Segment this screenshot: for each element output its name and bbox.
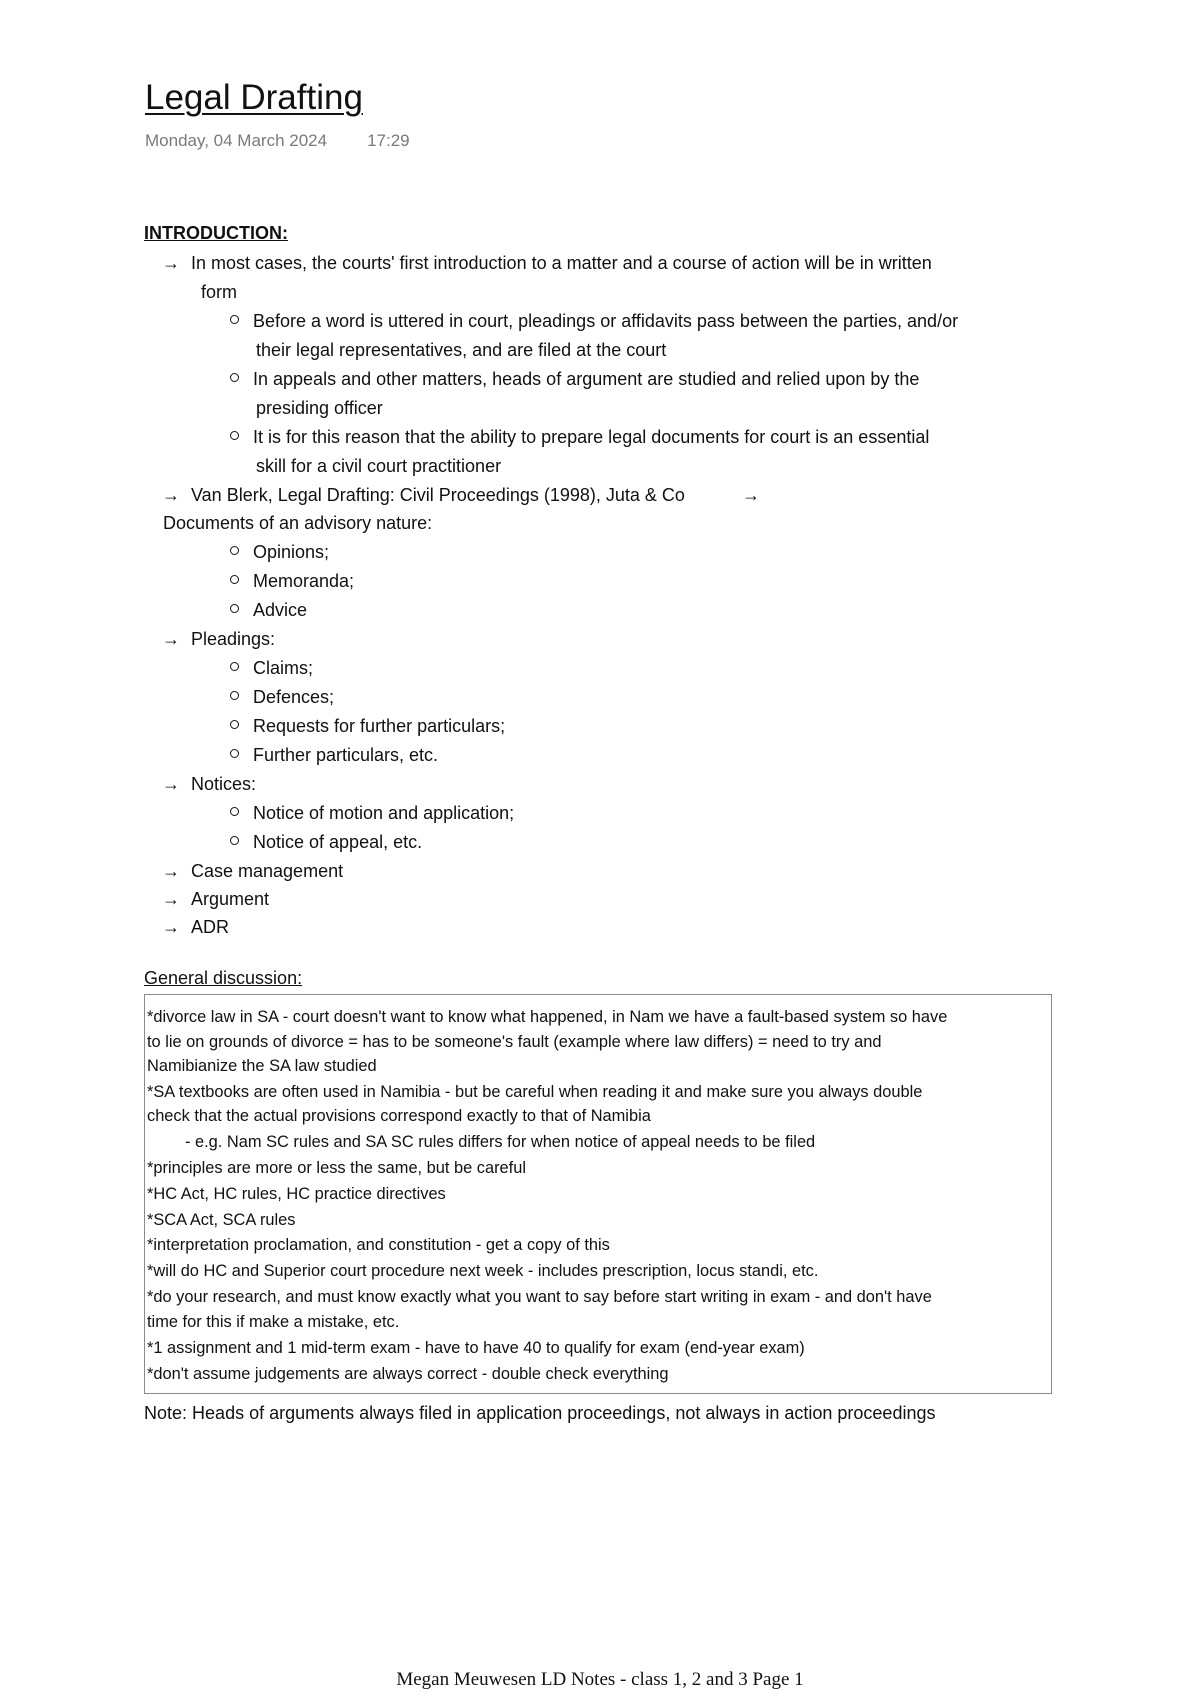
note-text: Heads of arguments always filed in application proceedings, not always in action proceedings	[192, 1403, 936, 1423]
arrow-icon: →	[162, 629, 180, 649]
bullet-circle-icon	[230, 749, 239, 758]
list-item: Notice of appeal, etc.	[253, 832, 423, 852]
discussion-line: Namibianize the SA law studied	[147, 1057, 377, 1075]
list-item: Defences;	[253, 687, 335, 707]
list-item: Argument	[191, 889, 270, 909]
discussion-line: *SA textbooks are often used in Namibia - but be careful when reading it and make sure you always double	[147, 1083, 923, 1101]
discussion-line: time for this if make a mistake, etc.	[147, 1313, 400, 1331]
bullet-circle-icon	[230, 431, 239, 440]
discussion-line: *interpretation proclamation, and constitution - get a copy of this	[147, 1236, 610, 1254]
discussion-line: *SCA Act, SCA rules	[147, 1211, 296, 1229]
bullet-circle-icon	[230, 720, 239, 729]
list-item: Advice	[253, 600, 308, 620]
bullet-circle-icon	[230, 691, 239, 700]
discussion-line: *will do HC and Superior court procedure next week - includes prescription, locus standi, etc.	[147, 1262, 819, 1280]
discussion-line: *HC Act, HC rules, HC practice directives	[147, 1185, 446, 1203]
discussion-line: *divorce law in SA - court doesn't want to know what happened, in Nam we have a fault-based system so have	[147, 1008, 948, 1026]
discussion-line: check that the actual provisions correspond exactly to that of Namibia	[147, 1107, 651, 1125]
list-item: Notices:	[191, 774, 257, 794]
list-item: Requests for further particulars;	[253, 716, 506, 736]
list-item: In appeals and other matters, heads of argument are studied and relied upon by the	[253, 369, 920, 389]
list-item: Documents of an advisory nature:	[163, 513, 433, 533]
list-item: form	[201, 282, 237, 302]
list-item: ADR	[191, 917, 230, 937]
arrow-icon: →	[162, 917, 180, 937]
bullet-circle-icon	[230, 315, 239, 324]
arrow-icon: →	[162, 774, 180, 794]
discussion-box	[144, 994, 1052, 1394]
list-item: Further particulars, etc.	[253, 745, 439, 765]
list-item: Notice of motion and application;	[253, 803, 515, 823]
discussion-line: *do your research, and must know exactly what you want to say before start writing in exam - and don't have	[147, 1288, 932, 1306]
page-title: Legal Drafting	[145, 78, 363, 117]
list-item: Before a word is uttered in court, pleadings or affidavits pass between the parties, and/or	[253, 311, 959, 331]
list-item: Opinions;	[253, 542, 330, 562]
list-item: Pleadings:	[191, 629, 276, 649]
arrow-icon: →	[162, 889, 180, 909]
list-item: Claims;	[253, 658, 314, 678]
list-item: skill for a civil court practitioner	[256, 456, 502, 476]
discussion-line: *1 assignment and 1 mid-term exam - have to have 40 to qualify for exam (end-year exam)	[147, 1339, 805, 1357]
discussion-line: *principles are more or less the same, but be careful	[147, 1159, 526, 1177]
list-item: presiding officer	[256, 398, 383, 418]
list-item: their legal representatives, and are filed at the court	[256, 340, 667, 360]
discussion-line: - e.g. Nam SC rules and SA SC rules differs for when notice of appeal needs to be filed	[185, 1133, 816, 1151]
discussion-line: to lie on grounds of divorce = has to be someone's fault (example where law differs) = need to try and	[147, 1033, 882, 1051]
note-label: Note:	[144, 1403, 188, 1423]
list-item: Case management	[191, 861, 344, 881]
arrow-icon: →	[162, 861, 180, 881]
bullet-circle-icon	[230, 546, 239, 555]
introduction-heading: INTRODUCTION:	[144, 223, 288, 243]
bullet-circle-icon	[230, 575, 239, 584]
discussion-line: *don't assume judgements are always correct - double check everything	[147, 1365, 669, 1383]
bullet-circle-icon	[230, 373, 239, 382]
arrow-icon: →	[162, 253, 180, 273]
bullet-circle-icon	[230, 662, 239, 671]
arrow-icon: →	[162, 485, 180, 505]
bullet-circle-icon	[230, 807, 239, 816]
list-item: Memoranda;	[253, 571, 355, 591]
note-date: Monday, 04 March 2024	[145, 131, 328, 150]
note-line	[144, 1403, 935, 1424]
bullet-circle-icon	[230, 836, 239, 845]
list-item: It is for this reason that the ability to prepare legal documents for court is an essential	[253, 427, 930, 447]
bullet-circle-icon	[230, 604, 239, 613]
date-line	[145, 131, 410, 151]
list-item: Van Blerk, Legal Drafting: Civil Proceedings (1998), Juta & Co	[191, 485, 685, 505]
arrow-icon: →	[742, 485, 760, 505]
general-discussion-heading: General discussion:	[144, 968, 303, 988]
note-time: 17:29	[367, 131, 410, 150]
page-footer: Megan Meuwesen LD Notes - class 1, 2 and 3 Page 1	[396, 1669, 804, 1690]
list-item: In most cases, the courts' first introduction to a matter and a course of action will be in written	[191, 253, 932, 273]
